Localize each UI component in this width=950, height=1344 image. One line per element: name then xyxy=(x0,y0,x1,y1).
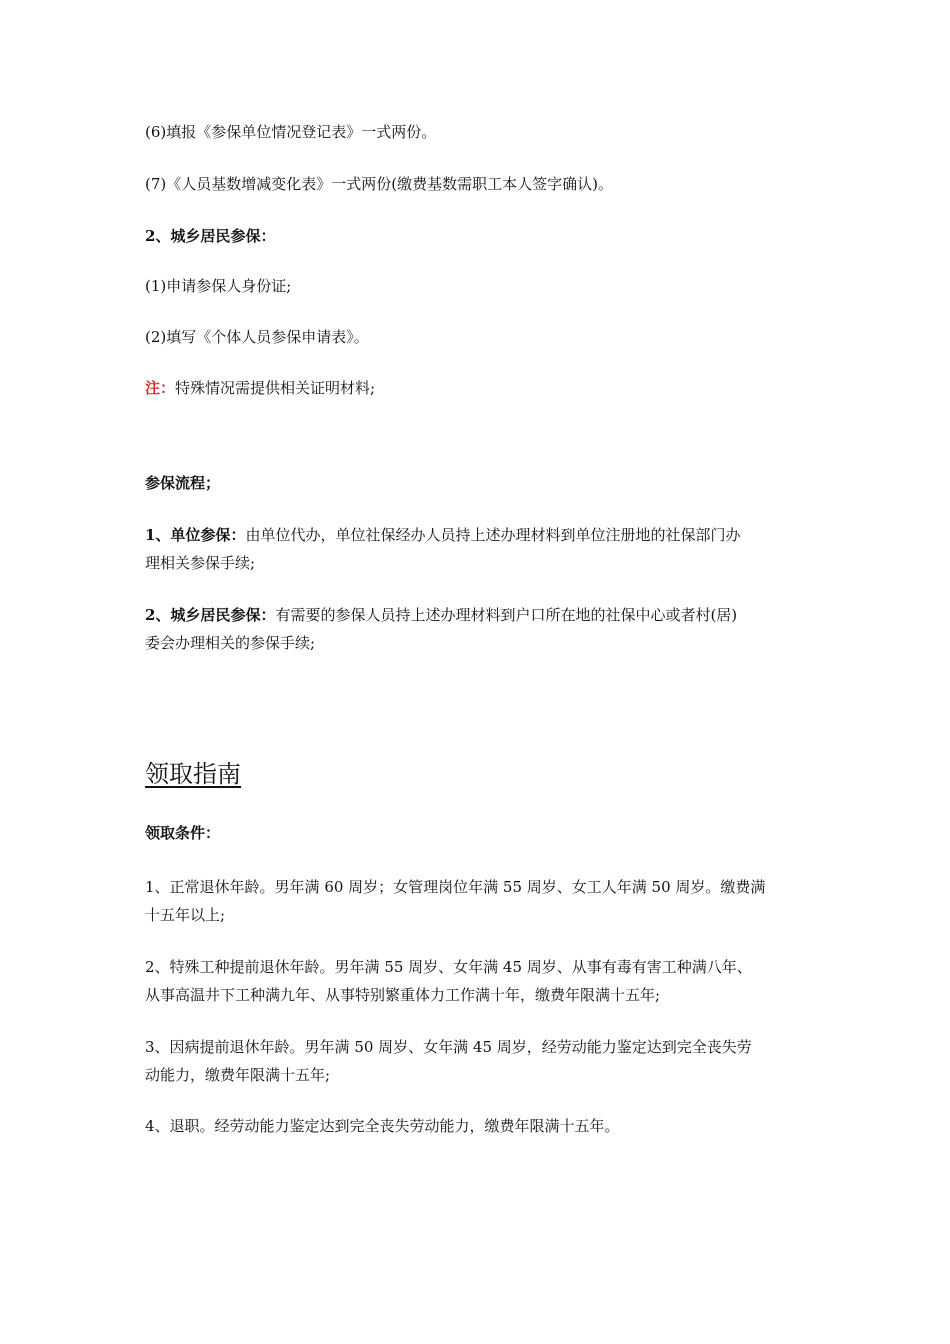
process-step-1-line-2: 理相关参保手续; xyxy=(145,554,256,572)
process-step-2-line-1 xyxy=(145,601,810,629)
resident-materials-title: 2、城乡居民参保： xyxy=(145,227,276,245)
process-step-1-label: 1、单位参保： xyxy=(145,526,246,544)
note-label: 注： xyxy=(145,379,176,397)
process-step-1-line-1 xyxy=(145,521,810,549)
material-item-7: (7)《人员基数增减变化表》一式两份(缴费基数需职工本人签字确认)。 xyxy=(145,175,613,193)
resident-material-item-1: (1)申请参保人身份证; xyxy=(145,277,292,295)
process-step-1-text: 由单位代办，单位社保经办人员持上述办理材料到单位注册地的社保部门办 xyxy=(245,526,741,544)
conditions-title: 领取条件： xyxy=(145,824,221,842)
condition-4: 4、退职。经劳动能力鉴定达到完全丧失劳动能力，缴费年限满十五年。 xyxy=(145,1117,620,1135)
note-paragraph xyxy=(145,374,810,402)
guide-heading: 领取指南 xyxy=(145,760,241,788)
process-title: 参保流程； xyxy=(145,474,221,492)
process-step-2-line-2: 委会办理相关的参保手续; xyxy=(145,634,316,652)
condition-2-line-1: 2、特殊工种提前退休年龄。男年满 55 周岁、女年满 45 周岁、从事有毒有害工种满八年、 xyxy=(145,958,752,976)
condition-3-line-1: 3、因病提前退休年龄。男年满 50 周岁、女年满 45 周岁，经劳动能力鉴定达到完全丧失劳 xyxy=(145,1038,752,1056)
condition-1-line-2: 十五年以上; xyxy=(145,906,226,924)
condition-2-line-2: 从事高温井下工种满九年、从事特别繁重体力工作满十年，缴费年限满十五年; xyxy=(145,986,661,1004)
condition-1-line-1: 1、正常退休年龄。男年满 60 周岁；女管理岗位年满 55 周岁、女工人年满 50 周岁。缴费满 xyxy=(145,878,766,896)
process-step-2-label: 2、城乡居民参保： xyxy=(145,606,276,624)
material-item-6: (6)填报《参保单位情况登记表》一式两份。 xyxy=(145,123,437,141)
process-step-2-text: 有需要的参保人员持上述办理材料到户口所在地的社保中心或者村(居) xyxy=(275,606,738,624)
resident-material-item-2: (2)填写《个体人员参保申请表》。 xyxy=(145,328,369,346)
condition-3-line-2: 动能力，缴费年限满十五年; xyxy=(145,1066,331,1084)
note-text: 特殊情况需提供相关证明材料; xyxy=(175,379,376,397)
